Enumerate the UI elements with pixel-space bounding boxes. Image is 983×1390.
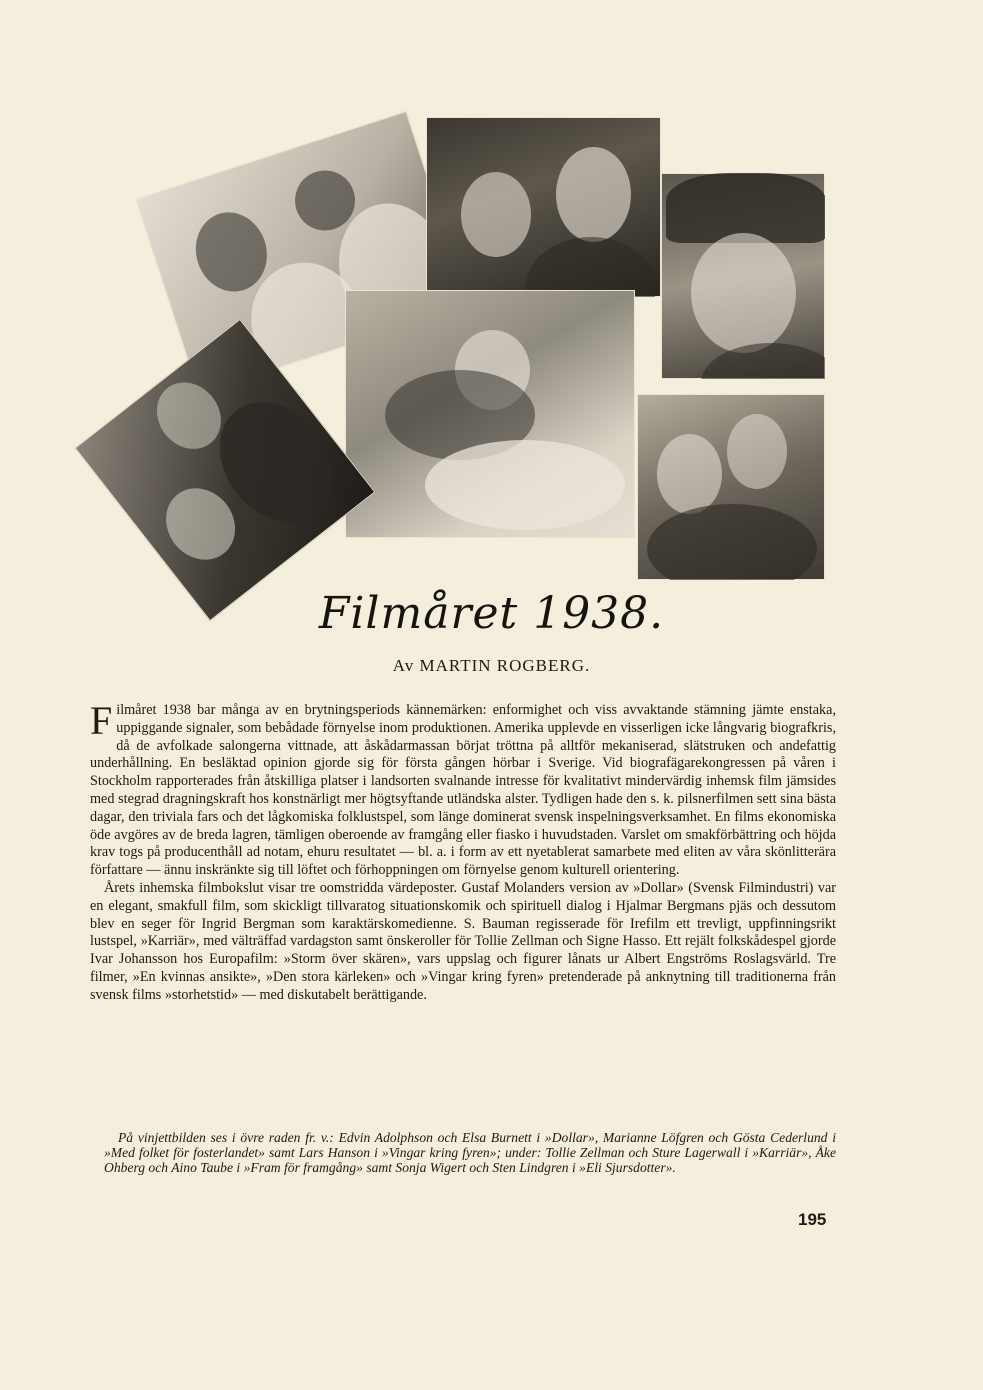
photo-ake-ohberg-aino-taube xyxy=(75,319,376,622)
byline xyxy=(0,656,983,676)
byline-prefix: Av xyxy=(392,656,415,675)
paragraph-2-text: Årets inhemska filmbokslut visar tre oomstridda värdeposter. Gustaf Molanders version av »Dollar» (Svensk Filmindustri) var en elegant, smakfull film, som skickligt tillvaratog situationskomik och spirituell dialog i Hjalmar Bergmans pjäs och dessutom blev en seger för Ingrid Bergman som karaktärskomedienne. S. Bauman regisserade för Irefilm ett trevligt, uppfinningsrikt lustspel, »Karriär», med välträffad vardagston samt önskeroller för Tollie Zellman och Signe Hasso. Ett rejält folkskådespel gjorde Ivar Johansson hos Europafilm: »Storm över skären», vars uppslag och figurer lånats ur Albert Engströms Roslagsvärld. Tre filmer, »En kvinnas ansikte», »Den stora kärleken» och »Vingar kring fyren» pretenderade på anknytning till traditionerna från svensk films »storhetstid» — med diskutabelt berättigande. xyxy=(90,879,836,1003)
paragraph-1-text: ilmåret 1938 bar många av en brytningsperiods kännemärken: enformighet och viss avvaktande stämning jämte enstaka, uppiggande signaler, som bebådade förnyelse inom produktionen. Amerika upplevde en visserligen icke långvarig biografkris, då de avfolkade salongerna vittnade, att åskådarmassan börjat tröttna på alltför mekaniserad, slätstruken och andefattig underhållning. En besläktad opinion gjorde sig för första gången hörbar i Sverige. Vid biografägarekongressen på våren i Stockholm rapporterades från åtskilliga platser i landsorten svalnande intresse för kvalitativt mindervärdig inhemsk film jämsides med stegrad dragningskraft hos konstnärligt mer högtsyftande utländska alster. Tydligen hade den s. k. pilsnerfilmen sett sina bästa dagar, den triviala fars och det lågkomiska folklustspel, som länge dominerat svensk inspelningsverksamhet. En films ekonomiska öde avgöres av de breda lagren, tämligen oberoende av framgång eller fiasko i huvudstaden. Varslet om smakförbättring och höjda krav togs på producenthåll ad notam, ehuru resultatet — bl. a. i form av ett nyetablerat samarbete med eliten av våra skönlitterära författare — ännu inskränkte sig till löftet och förhoppningen om förnyelse genom kulturell orientering. xyxy=(90,702,836,879)
photo-lars-hanson xyxy=(661,173,825,379)
photo-caption: På vinjettbilden ses i övre raden fr. v.: Edvin Adolphson och Elsa Burnett i »Dollar», Marianne Löfgren och Gösta Cederlund i »Med folket för fosterlandet» samt Lars Hanson i »Vingar kring fyren»; under: Tollie Zellman och Sture Lagerwall i »Karriär», Åke Ohberg och Aino Taube i »Fram för framgång» samt Sonja Wigert och Sten Lindgren i »Eli Sjursdotter». xyxy=(104,1130,836,1175)
drop-cap: F xyxy=(90,698,113,743)
page-number: 195 xyxy=(798,1210,827,1229)
article-title: Filmåret 1938. xyxy=(318,588,665,639)
photo-tollie-zellman-sture-lagerwall xyxy=(345,290,635,538)
photo-sonja-wigert-sten-lindgren xyxy=(637,394,825,580)
byline-author: MARTIN ROGBERG. xyxy=(419,656,591,675)
article-body xyxy=(90,698,836,1005)
paragraph xyxy=(90,698,836,880)
photo-marianne-lofgren-gosta-cederlund xyxy=(426,117,661,297)
